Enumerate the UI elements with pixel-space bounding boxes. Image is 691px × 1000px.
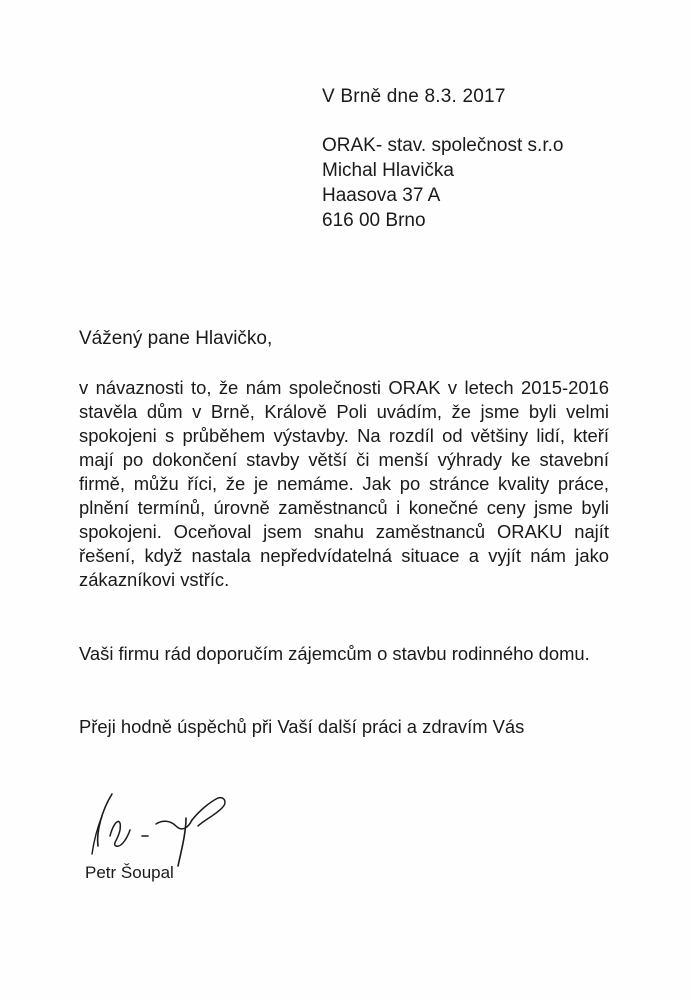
salutation: Vážený pane Hlavičko, bbox=[79, 328, 273, 349]
handwritten-signature bbox=[82, 780, 252, 870]
recipient-street: Haasova 37 A bbox=[322, 185, 441, 206]
closing-line: Přeji hodně úspěchů při Vaší další práci a zdravím Vás bbox=[79, 716, 525, 737]
recipient-name: Michal Hlavička bbox=[322, 160, 454, 181]
signer-name: Petr Šoupal bbox=[85, 863, 174, 882]
recipient-city: 616 00 Brno bbox=[322, 210, 426, 231]
letter-date: V Brně dne 8.3. 2017 bbox=[322, 86, 506, 107]
recipient-address bbox=[322, 133, 563, 233]
letter-body: v návaznosti to, že nám společnosti ORAK v letech 2015-2016 stavěla dům v Brně, Králově Poli uvádím, že jsme byli velmi spokojeni s průběhem výstavby. Na rozdíl od většiny lidí, kteří mají po dokončení stavby větší či menší výhrady ke stavební firmě, můžu říci, že je nemáme. Jak po stránce kvality práce, plnění termínů, úrovně zaměstnanců i konečné ceny jsme byli spokojeni. Oceňoval jsem snahu zaměstnanců ORAKU najít řešení, když nastala nepředvídatelná situace a vyjít nám jako zákazníkovi vstříc. bbox=[79, 377, 609, 590]
recipient-company: ORAK- stav. společnost s.r.o bbox=[322, 135, 564, 156]
recommendation-paragraph: Vaši firmu rád doporučím zájemcům o stavbu rodinného domu. bbox=[79, 643, 590, 664]
